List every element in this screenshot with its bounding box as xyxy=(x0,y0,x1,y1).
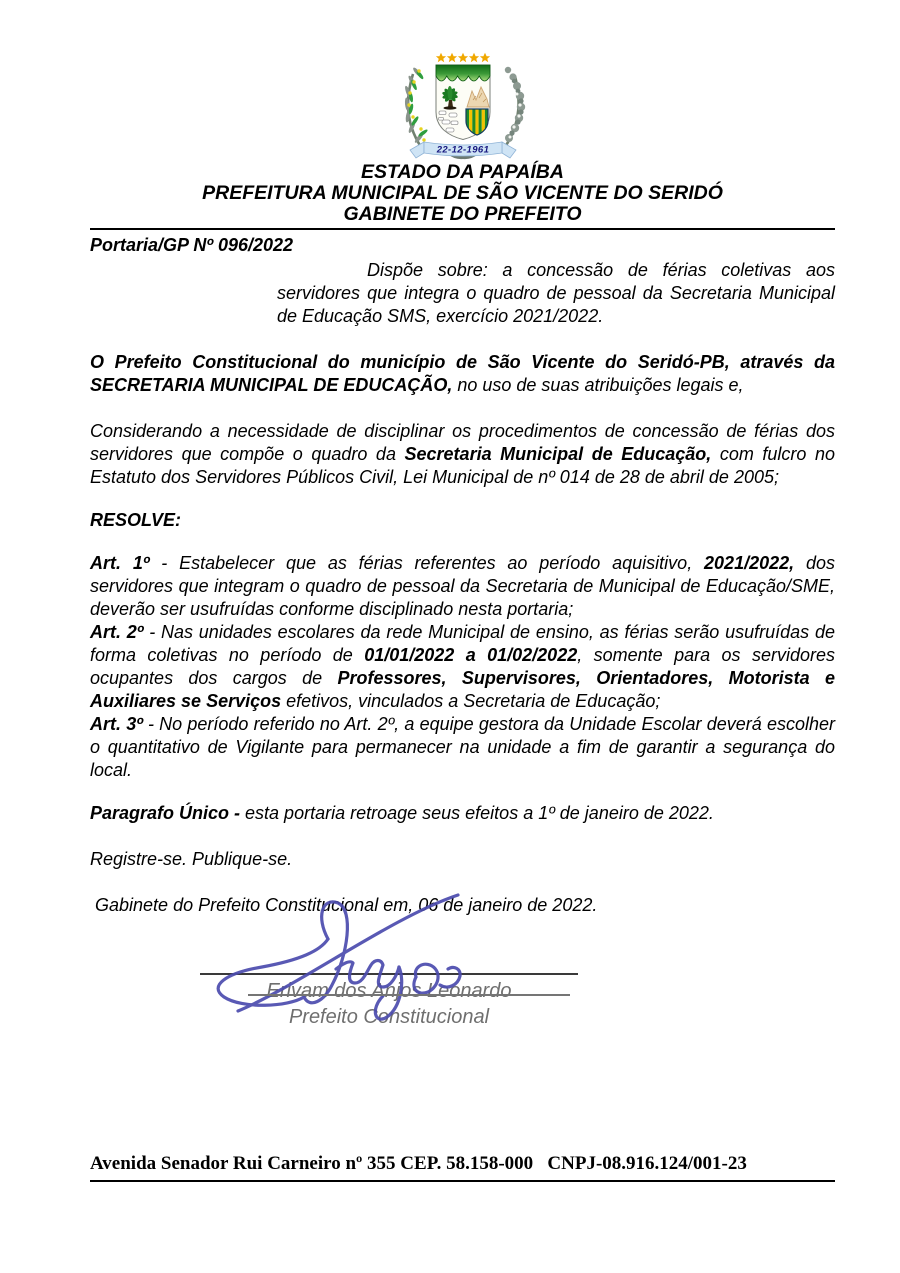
text-run: efetivos, vinculados a Secretaria de Educação; xyxy=(281,691,661,711)
paragraph-paragrafo-unico xyxy=(90,802,835,825)
name-strikethrough xyxy=(248,994,570,996)
paragraph-art2 xyxy=(90,621,835,713)
paragraph-resolve xyxy=(90,509,835,532)
text-run: Considerando a necessidade de disciplinar os procedimentos de concessão de férias dos servidores que compõe o quadro da xyxy=(90,421,835,464)
text-run: com fulcro no Estatuto dos Servidores Públicos Civil, Lei Municipal de nº 014 de 28 de abril de 2005; xyxy=(90,444,836,487)
paragraph-gabinete xyxy=(90,894,835,917)
crest-ribbon-date: 22-12-1961 xyxy=(436,144,489,156)
paragraph-art3 xyxy=(90,713,835,782)
crest-right-branch xyxy=(503,67,525,150)
text-run: Art. 3º xyxy=(90,714,143,734)
crest-left-branch xyxy=(403,67,428,150)
text-run: 2021/2022, xyxy=(704,553,795,573)
text-run: Registre-se. Publique-se. xyxy=(90,849,293,869)
document-number: Portaria/GP Nº 096/2022 xyxy=(90,235,294,255)
text-run: Gabinete do Prefeito Constitucional em, 06 de janeiro de 2022. xyxy=(90,895,598,915)
paragraph-considerando xyxy=(90,420,835,489)
footer-address: Avenida Senador Rui Carneiro nº 355 CEP. 58.158-000 CNPJ-08.916.124/001-23 xyxy=(90,1152,835,1182)
crest-container xyxy=(90,50,835,162)
text-run: no uso de suas atribuições legais e, xyxy=(452,375,744,395)
document-content xyxy=(90,0,835,1030)
org-gabinete-line: GABINETE DO PREFEITO xyxy=(343,203,582,225)
text-run: dos servidores que integram o quadro de pessoal da Secretaria de Municipal de Educação/SME, deverão ser usufruídas conforme disciplinado nesta portaria; xyxy=(90,553,835,619)
crest-shield xyxy=(436,65,490,140)
coat-of-arms-icon xyxy=(377,50,549,162)
text-run: 01/01/2022 a 01/02/2022 xyxy=(364,645,578,665)
crest-stars xyxy=(435,53,489,63)
text-run: - Estabelecer que as férias referentes ao período aquisitivo, xyxy=(149,553,705,573)
paragraph-registre xyxy=(90,848,835,871)
summary-ementa: Dispõe sobre: a concessão de férias coletivas aos servidores que integra o quadro de pessoal da Secretaria Municipal de Educação SMS, exercício 2021/2022. xyxy=(277,260,835,326)
text-run: Art. 2º xyxy=(90,622,144,642)
org-state-line: ESTADO DA PAPAÍBA xyxy=(361,161,564,183)
text-run: RESOLVE: xyxy=(90,510,182,530)
signature-block xyxy=(200,973,578,1030)
paragraph-art1 xyxy=(90,552,835,621)
text-run: Professores, Supervisores, Orientadores, Motorista e Auxiliares se Serviços xyxy=(90,668,835,711)
org-prefeitura-line: PREFEITURA MUNICIPAL DE SÃO VICENTE DO SERIDÓ xyxy=(202,182,723,204)
text-run: O Prefeito Constitucional do município de São Vicente do Seridó-PB, através da SECRETARIA MUNICIPAL DE EDUCAÇÃO, xyxy=(90,352,835,395)
text-run: Art. 1º xyxy=(90,553,150,573)
paragraph-preamble xyxy=(90,351,835,397)
crest-ribbon xyxy=(410,142,516,158)
text-run: - Nas unidades escolares da rede Municipal de ensino, as férias serão usufruídas de forma coletivas no período de xyxy=(90,622,835,665)
header-divider xyxy=(90,228,835,230)
text-run: Paragrafo Único - xyxy=(90,803,241,823)
text-run: - No período referido no Art. 2º, a equipe gestora da Unidade Escolar deverá escolher o quantitativo de Vigilante para permanecer na unidade a fim de garantir a segurança do local. xyxy=(90,714,835,780)
signatory-title: Prefeito Constitucional xyxy=(288,1006,490,1028)
text-run: , somente para os servidores ocupantes dos cargos de xyxy=(90,645,835,688)
signatory-name: Erivam dos Anjos Leonardo xyxy=(266,980,512,1002)
text-run: esta portaria retroage seus efeitos a 1º de janeiro de 2022. xyxy=(240,803,714,823)
text-run: Secretaria Municipal de Educação, xyxy=(404,444,712,464)
